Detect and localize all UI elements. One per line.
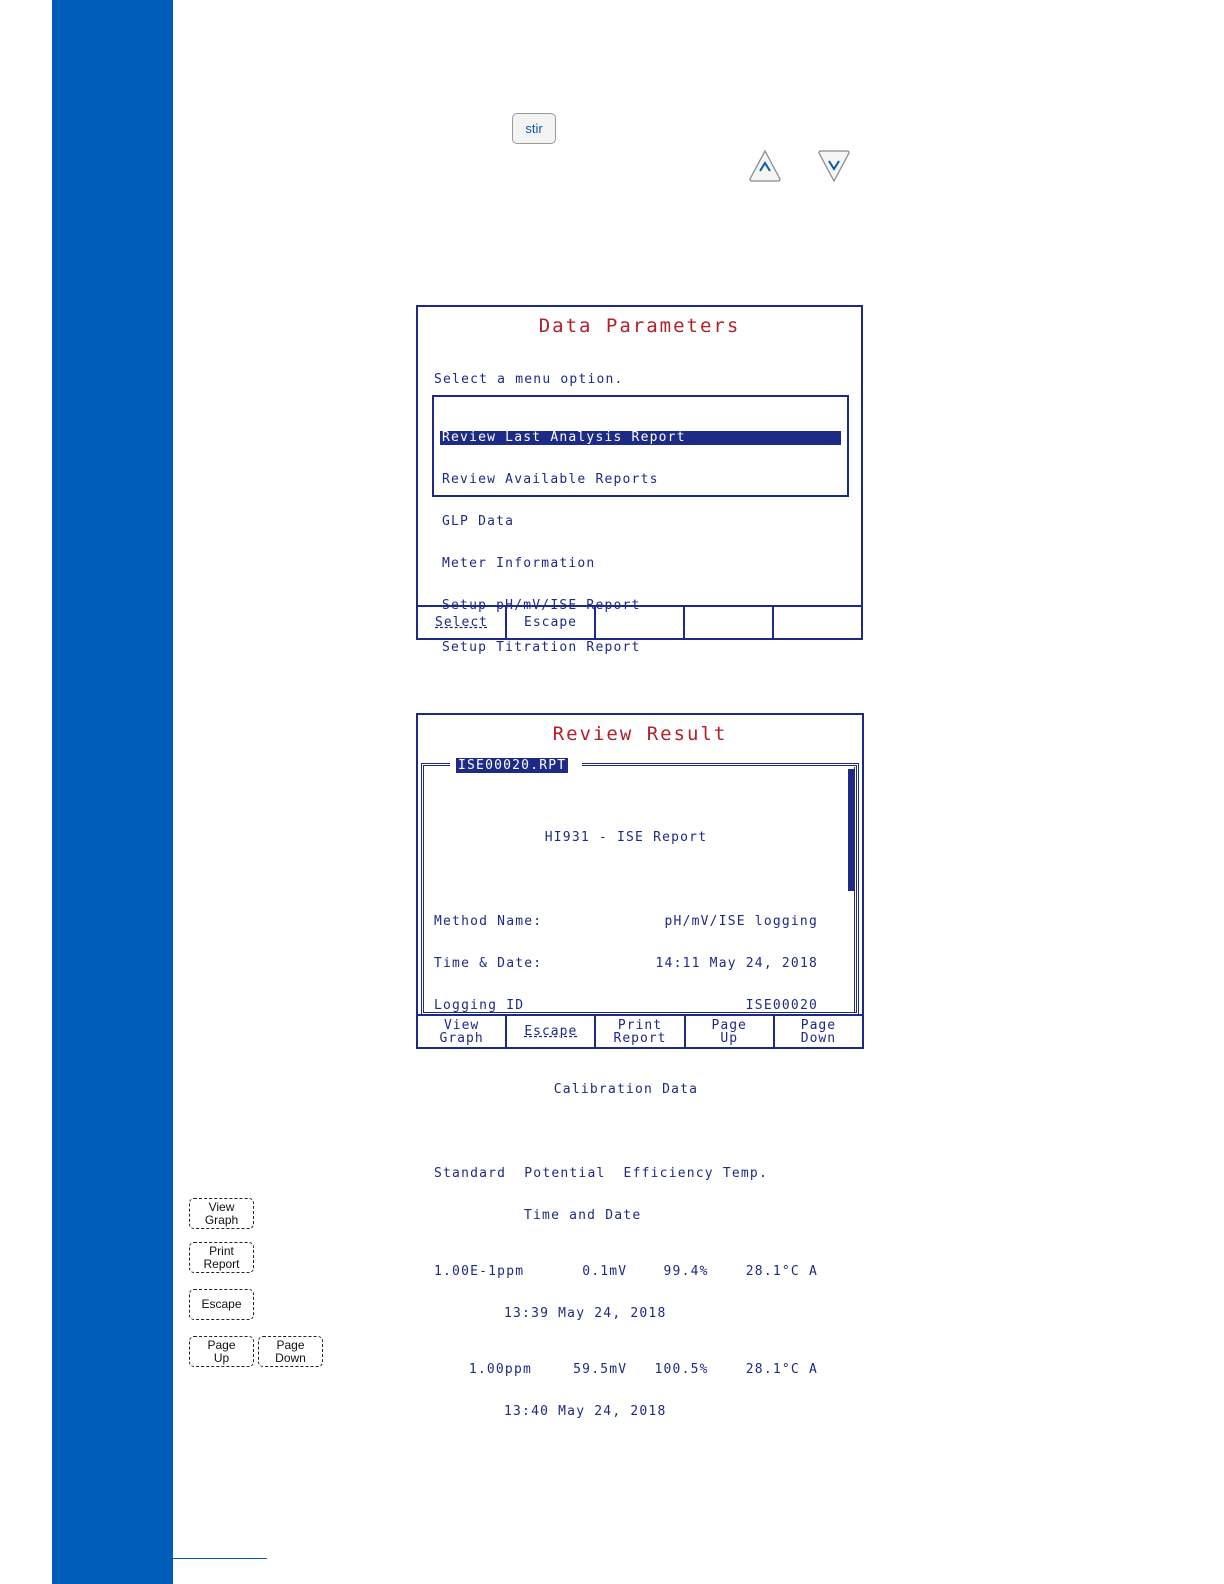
scrollbar-thumb[interactable] [848,769,854,891]
page-up-key[interactable]: Page Up [189,1336,254,1367]
view-graph-softkey[interactable] [418,1016,507,1047]
page-down-softkey[interactable] [775,1016,862,1047]
menu-item-meter-information[interactable]: Meter Information [442,556,596,571]
softkey-bar [418,1014,862,1047]
page-down-softkey-label: Page Down [800,1017,837,1046]
scroll-track [854,767,855,1012]
potential-value: 0.1mV [582,1264,628,1279]
review-result-screen [416,713,864,1419]
footnote-rule [126,1558,267,1559]
escape-softkey[interactable] [507,607,596,638]
method-label: Method Name: [434,914,543,929]
data-parameters-screen [416,305,863,655]
calibration-row-2 [434,1363,818,1377]
escape-softkey[interactable] [507,1016,596,1047]
page-down-key[interactable]: Page Down [258,1336,323,1367]
select-softkey[interactable] [418,607,507,638]
softkey-5[interactable] [774,607,861,638]
menu-item-review-last-analysis-report[interactable]: Review Last Analysis Report [440,431,841,445]
view-graph-softkey-label: View Graph [439,1017,484,1046]
escape-softkey-label: Escape [524,1024,578,1039]
efficiency-value: 100.5% [654,1362,709,1377]
report-content [434,803,818,1447]
calibration-heading: Calibration Data [553,1082,699,1097]
softkey-4[interactable] [685,607,774,638]
menu-prompt: Select a menu option. [434,372,624,387]
screen-title: Review Result [552,723,728,745]
print-report-key[interactable]: Print Report [189,1242,254,1273]
potential-value: 59.5mV [573,1362,628,1377]
print-report-softkey-label: Print Report [613,1017,667,1046]
softkey-bar [418,605,861,638]
logging-value: ISE00020 [745,998,818,1013]
select-softkey-label: Select [435,615,488,630]
calibration-row-2-datetime: 13:40 May 24, 2018 [504,1404,667,1419]
logging-label: Logging ID [434,998,525,1013]
method-value: pH/mV/ISE logging [664,914,818,929]
escape-key[interactable]: Escape [189,1289,254,1320]
calibration-row-1-datetime: 13:39 May 24, 2018 [504,1306,667,1321]
up-arrow-key-icon[interactable] [747,148,783,184]
escape-softkey-label: Escape [524,615,577,630]
standard-value: 1.00ppm [468,1362,532,1377]
calibration-table-subheader: Time and Date [524,1208,642,1223]
view-graph-key[interactable]: View Graph [189,1198,254,1229]
stir-key[interactable]: stir [512,113,556,144]
temp-value: 28.1°C A [745,1362,818,1377]
menu-item-review-available-reports[interactable]: Review Available Reports [442,472,659,487]
report-row-logging [434,999,818,1013]
file-name-tab: ISE00020.RPT [458,758,567,773]
menu-item-glp-data[interactable]: GLP Data [442,514,515,529]
calibration-table-header: Standard Potential Efficiency Temp. [434,1166,768,1181]
page-up-softkey[interactable] [686,1016,775,1047]
report-row-method [434,915,818,929]
side-band [52,0,173,1584]
screen-title: Data Parameters [538,315,741,337]
down-arrow-key-icon[interactable] [816,148,852,184]
efficiency-value: 99.4% [663,1264,709,1279]
time-label: Time & Date: [434,956,543,971]
report-row-time [434,957,818,971]
menu-item-setup-titration-report[interactable]: Setup Titration Report [442,640,641,655]
print-report-softkey[interactable] [596,1016,685,1047]
softkey-3[interactable] [596,607,685,638]
menu-item-setup-ph-mv-ise-report[interactable]: Setup pH/mV/ISE Report [442,598,641,613]
calibration-row-1 [434,1265,818,1279]
temp-value: 28.1°C A [745,1264,818,1279]
time-value: 14:11 May 24, 2018 [655,956,818,971]
page-up-softkey-label: Page Up [711,1017,747,1046]
report-title: HI931 - ISE Report [544,830,708,845]
standard-value: 1.00E-1ppm [434,1264,525,1279]
